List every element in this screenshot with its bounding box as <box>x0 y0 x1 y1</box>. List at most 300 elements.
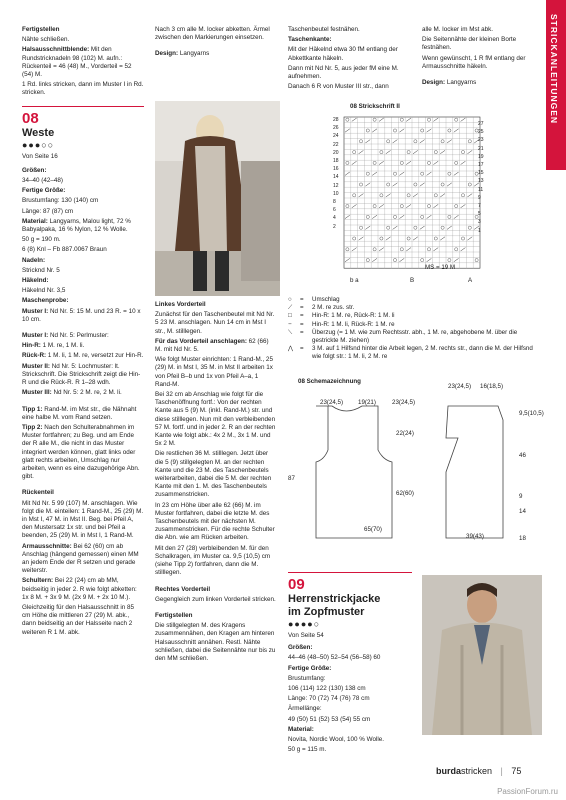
chart-symbol-yarnover <box>366 172 369 175</box>
paragraph-text: Nähte schließen. <box>22 36 70 44</box>
paragraph <box>155 356 277 389</box>
paragraph <box>22 26 144 34</box>
chart-symbol-k2tog <box>427 129 432 132</box>
section-08-title: Weste <box>22 126 55 139</box>
legend-text: Umschlag <box>312 296 340 303</box>
schema-front-r3: 9 <box>519 493 523 500</box>
chart-symbol-k2tog <box>406 204 411 207</box>
paragraph <box>22 342 144 350</box>
legend-symbol: □ <box>288 312 292 320</box>
chart-symbol-yarnover <box>455 118 458 121</box>
paragraph-text: Die stillgelegten M. des Kragens zusammennähen, den Kragen am hinteren Halsausschnitt annähen. Restl. Nähte schließen, dabei die Seitennähte nur bis zu den MM schließen. <box>155 622 276 662</box>
column-1 <box>22 26 144 639</box>
chart-symbol-k2tog <box>379 118 384 121</box>
schema-back-top3: 23(24,5) <box>392 399 416 406</box>
col1-main-text <box>22 167 144 637</box>
chart-symbol-k2tog <box>461 161 466 164</box>
section-09-title-2: im Zopfmuster <box>288 606 365 618</box>
paragraph-text: Bei 32 cm ab Anschlag wie folgt für die Taschenöffnung fortf.: Von der rechten Kante aus 5 (9) M. (inkl. Rand-M.) str. und diese stilllegen. Nun mit den verbleibenden 57 M. fortf. und in jeder 2. R an der rechten Kante wie folgt abk.: 4x 2 M., 3x 1 M. und 5x 2 M. <box>155 391 276 448</box>
chart-symbol-yarnover <box>373 118 376 121</box>
paragraph-heading: Tipp 2: <box>22 423 43 431</box>
legend-symbol: ⋀ <box>288 345 294 353</box>
chart-symbol-k2tog <box>386 150 391 153</box>
legend-equals: = <box>300 328 304 336</box>
chart-symbol-k2tog <box>467 150 472 153</box>
paragraph <box>22 167 144 175</box>
page-number: 75 <box>511 766 522 776</box>
paragraph-text: 49 (50) 51 (52) 53 (54) 55 cm <box>288 715 371 723</box>
knitting-chart <box>340 113 495 288</box>
paragraph <box>22 46 144 79</box>
chart-symbol-yarnover <box>387 140 390 143</box>
chart-symbol-k2tog <box>393 183 398 186</box>
chart-row-label: 26 <box>333 125 339 132</box>
schema-back-height: 87 <box>288 475 295 482</box>
chart-label-ba: b a <box>350 277 359 284</box>
paragraph <box>422 26 540 34</box>
chart-symbol-yarnover <box>421 259 424 262</box>
chart-symbol-yarnover <box>414 226 417 229</box>
chart-title: 08 Strickschrift II <box>350 103 400 110</box>
chart-symbol-k2tog <box>372 129 377 132</box>
paragraph-text: In 23 cm Höhe über alle 62 (66) M. im Muster fortfahren, dabei die letzte M. des Taschenbeutels mit der nächsten M. zusammenstricken. Für die rechte Schulter die Abn. wie am Rücken arbeiten. <box>155 501 275 542</box>
paragraph <box>22 424 144 481</box>
paragraph-text: Länge: 87 (87) cm <box>22 207 74 215</box>
paragraph-text: Ärmellänge: <box>288 705 322 713</box>
paragraph <box>22 489 144 497</box>
chart-symbol-yarnover <box>414 183 417 186</box>
paragraph-text: Nd Nr. 5: Lochmuster: lt. Strickschrift. Die Strickschrift zeigt die Hin-R und die Rück-R. R 1–28 wdh. <box>22 362 141 387</box>
from-page: Von Seite 16 <box>22 152 58 160</box>
paragraph-heading: Nadeln: <box>22 256 46 264</box>
paragraph <box>288 695 412 703</box>
chart-symbol-k2tog <box>399 258 404 261</box>
paragraph-heading: Hin-R: <box>22 342 41 350</box>
paragraph-text: Gegengleich zum linken Vorderteil stricken. <box>155 595 276 603</box>
paragraph-text: Zunächst für den Taschenbeutel mit Nd Nr. 5 23 M. anschlagen. Nun 14 cm in Mst I str., M. stilllegen. <box>155 311 275 335</box>
chart-symbol-k2tog <box>413 194 418 197</box>
chart-symbol-yarnover <box>400 248 403 251</box>
col4-top-text <box>422 26 540 87</box>
paragraph-text: 44–46 (48–50) 52–54 (56–58) 60 <box>288 654 381 662</box>
chart-symbol-yarnover <box>393 172 396 175</box>
paragraph-text: Die Seitennähte der kleinen Borte festnähen. <box>422 36 517 52</box>
chart-symbol-yarnover <box>353 237 356 240</box>
chart-symbol-k2tog <box>433 118 438 121</box>
chart-symbol-k2tog <box>454 172 459 175</box>
paragraph-text: 34–40 (42–48) <box>22 177 63 185</box>
chart-row-label: 19 <box>478 153 484 160</box>
section-divider-09 <box>288 572 412 573</box>
paragraph-heading: Material: <box>288 725 314 733</box>
paragraph <box>22 81 144 97</box>
chart-symbol-yarnover <box>427 161 430 164</box>
chart-symbol-yarnover <box>380 194 383 197</box>
chart-symbol-k2tog <box>352 204 357 207</box>
paragraph <box>288 665 412 673</box>
paragraph-heading: Fertigstellen <box>155 611 193 619</box>
paragraph <box>22 257 144 265</box>
chart-symbol-yarnover <box>393 259 396 262</box>
vest-photo-illustration <box>155 101 280 296</box>
paragraph <box>22 36 144 44</box>
schema-title: 08 Schemazeichnung <box>298 378 361 385</box>
chart-symbol-k2tog <box>420 226 425 229</box>
chart-row-label: 14 <box>333 174 339 181</box>
legend-row <box>288 312 538 320</box>
chart-symbol-yarnover <box>400 205 403 208</box>
chart-symbol-yarnover <box>455 248 458 251</box>
legend-row <box>288 321 538 329</box>
paragraph-heading: Design: <box>422 79 446 87</box>
from-page-09: Von Seite 54 <box>288 632 324 639</box>
chart-symbol-k2tog <box>379 161 384 164</box>
chart-label-B: B <box>410 277 415 284</box>
chart-symbol-yarnover <box>427 248 430 251</box>
chart-symbol-k2tog <box>365 140 370 143</box>
paragraph-text: Mit Nd Nr. 5 99 (107) M. anschlagen. Wie folgt die M. einteilen: 1 Rand-M., 25 (29) M. in Mst I, 47 M. in Mst II. Beg. bei Pfeil A, den Mustersatz 1x str. und bei Pfeil a beenden, 25 (29) M. in Mst I, 1 Rand-M. <box>22 499 144 540</box>
chart-symbol-yarnover <box>353 151 356 154</box>
schema-front-top1: 23(24,5) <box>448 383 472 390</box>
paragraph-heading: Rückenteil <box>22 489 54 497</box>
legend-text: 2 M. re zus. str. <box>312 304 355 312</box>
chart-symbol-yarnover <box>366 215 369 218</box>
chart-label-ms: MS = 19 M <box>425 264 456 271</box>
footer-brand: burda <box>436 766 462 776</box>
paragraph-heading: Fertige Größe: <box>288 664 332 672</box>
section-09-text <box>288 644 412 754</box>
chart-row-label: 5 <box>478 211 481 218</box>
vest-photo <box>155 101 280 296</box>
chart-symbol-k2tog <box>399 172 404 175</box>
cardigan-photo-illustration <box>422 575 542 735</box>
col3-top-text <box>288 26 412 91</box>
legend-equals: = <box>300 312 304 320</box>
legend-row <box>288 329 538 345</box>
chart-symbol-yarnover <box>461 194 464 197</box>
chart-symbol-k2tog <box>386 237 391 240</box>
chart-symbol-yarnover <box>400 161 403 164</box>
footer-brand-2: stricken <box>461 766 493 776</box>
paragraph <box>22 363 144 388</box>
paragraph-text: 106 (114) 122 (130) 138 cm <box>288 685 366 693</box>
paragraph <box>22 246 144 254</box>
chart-row-label: 21 <box>478 145 484 152</box>
chart-symbol-yarnover <box>448 129 451 132</box>
legend-equals: = <box>300 345 304 353</box>
chart-symbol-yarnover <box>380 151 383 154</box>
paragraph-text: Dann mit Nd Nr. 5, aus jeder fM eine M. aufnehmen. <box>288 64 399 81</box>
paragraph <box>22 389 144 397</box>
chart-symbol-k2tog <box>359 237 364 240</box>
paragraph-heading: Linkes Vorderteil <box>155 301 206 308</box>
paragraph <box>22 326 144 330</box>
paragraph-text: Mit der Häkelnd etwa 30 fM entlang der Abkettkante häkeln. <box>288 46 398 62</box>
chart-symbol-yarnover <box>468 183 471 186</box>
chart-symbol-k2tog <box>352 248 357 251</box>
legend-row <box>288 345 538 361</box>
chart-symbol-k2tog <box>406 118 411 121</box>
paragraph <box>288 675 412 683</box>
paragraph-heading: Größen: <box>22 166 47 174</box>
chart-symbol-yarnover <box>366 129 369 132</box>
col1-top-text <box>22 26 144 98</box>
paragraph <box>22 197 144 205</box>
chart-symbol-yarnover <box>359 183 362 186</box>
paragraph <box>288 83 412 91</box>
page-footer <box>436 766 521 776</box>
legend-text: Überzug (= 1 M. wie zum Rechtsstr. abh., 1 M. re, abgehobene M. über die gestrickte M. ziehen) <box>312 328 518 345</box>
paragraph-text: Brustumfang: <box>288 674 326 682</box>
paragraph <box>22 604 144 637</box>
paragraph <box>22 236 144 244</box>
chart-symbol-yarnover <box>461 237 464 240</box>
paragraph <box>155 50 277 58</box>
chart-symbol-yarnover <box>393 129 396 132</box>
chart-row-label: 12 <box>333 182 339 189</box>
section-08-number: 08 <box>22 109 39 127</box>
chart-symbol-k2tog <box>461 204 466 207</box>
schema-back-arm: 22(24) <box>396 430 414 437</box>
chart-symbol-k2tog <box>440 150 445 153</box>
paragraph <box>288 726 412 734</box>
paragraph-text: 1 M. re, 1 M. li. <box>40 342 85 350</box>
chart-symbol-yarnover <box>468 140 471 143</box>
chart-symbol-yarnover <box>434 194 437 197</box>
chart-symbol-k2tog <box>427 258 432 261</box>
section-divider <box>22 106 144 107</box>
chart-symbol-yarnover <box>434 237 437 240</box>
paragraph-heading: Fertigstellen <box>22 26 60 33</box>
schema-drawing <box>288 390 538 550</box>
paragraph <box>22 297 144 305</box>
chart-symbol-yarnover <box>373 161 376 164</box>
paragraph-text: Stricknd Nr. 5 <box>22 266 60 274</box>
chart-symbol-yarnover <box>441 183 444 186</box>
chart-symbol-yarnover <box>346 161 349 164</box>
paragraph <box>288 26 412 34</box>
footer-separator: | <box>500 766 503 776</box>
chart-row-label: 22 <box>333 141 339 148</box>
paragraph <box>155 26 277 42</box>
chart-symbol-yarnover <box>421 172 424 175</box>
paragraph <box>22 352 144 360</box>
chart-label-A: A <box>468 277 473 284</box>
chart-symbol-k2tog <box>386 194 391 197</box>
chart-symbol-yarnover <box>407 151 410 154</box>
chart-row-label: 27 <box>478 121 484 127</box>
paragraph <box>155 545 277 578</box>
chart-row-label: 3 <box>478 219 481 226</box>
chart-symbol-k2tog <box>393 226 398 229</box>
watermark: PassionForum.ru <box>497 787 558 796</box>
chart-symbol-yarnover <box>373 205 376 208</box>
chart-symbol-yarnover <box>400 118 403 121</box>
schema-back-top2: 19(21) <box>358 399 376 406</box>
paragraph-heading: Muster I: <box>22 332 49 340</box>
chart-symbol-k2tog <box>406 161 411 164</box>
chart-symbol-k2tog <box>365 226 370 229</box>
chart-symbol-yarnover <box>346 205 349 208</box>
paragraph-heading: Halsausschnittblende: <box>22 46 90 54</box>
paragraph <box>155 586 277 594</box>
schema-front-r1: 9,5(10,5) <box>519 410 544 417</box>
chart-symbol-yarnover <box>414 140 417 143</box>
chart-symbol-k2tog <box>440 237 445 240</box>
paragraph-text: 50 g = 190 m. <box>22 236 61 244</box>
chart-row-label: 15 <box>478 170 484 177</box>
chart-symbol-k2tog <box>393 140 398 143</box>
paragraph-heading: Tipp 1: <box>22 405 43 413</box>
paragraph <box>22 308 144 324</box>
chart-symbol-yarnover <box>455 161 458 164</box>
chart-symbol-k2tog <box>427 172 432 175</box>
chart-symbol-k2tog <box>433 248 438 251</box>
difficulty-dots-09: ●●●●○ <box>288 619 321 629</box>
legend-text: 3 M. auf 1 Hilfsnd hinter die Arbeit legen, 2 M. rechts str., dann die M. der Hilfsnd wie folgt str.: 1 M. li, 2 M. re <box>312 345 533 361</box>
paragraph <box>288 746 412 754</box>
chart-symbol-k2tog <box>345 215 350 218</box>
paragraph-text: Gleichzeitig für den Halsausschnitt in 85 cm Höhe die mittleren 27 (29) M. abk., dann beidseitig an der Halsseite nach 2 weiteren R 1 M. abk. <box>22 603 135 636</box>
paragraph <box>155 450 277 499</box>
chart-row-label: 23 <box>478 137 484 144</box>
paragraph-text: Langyarns <box>445 79 477 87</box>
chart-symbol-yarnover <box>448 259 451 262</box>
chart-row-label: 4 <box>333 215 336 222</box>
chart-symbol-yarnover <box>407 194 410 197</box>
paragraph-text: Häkelnd Nr. 3,5 <box>22 287 66 295</box>
paragraph <box>422 79 540 87</box>
paragraph-text: Langyarns, Malou light, 72 % Babyalpaka, 16 % Nylon, 12 % Wolle. <box>22 217 131 234</box>
paragraph-text: alle M. locker im Mst abk. <box>422 26 494 33</box>
column-2 <box>155 26 277 61</box>
paragraph <box>155 338 277 354</box>
paragraph-text: Danach 6 R von Muster III str., dann <box>288 83 389 91</box>
chart-symbol-k2tog <box>399 129 404 132</box>
chart-symbol-yarnover <box>475 259 478 262</box>
column-3-top <box>288 26 412 93</box>
section-tab <box>546 0 566 170</box>
paragraph-heading: Größen: <box>288 644 313 652</box>
section-tab-label: STRICKANLEITUNGEN <box>549 14 559 125</box>
paragraph <box>22 208 144 216</box>
paragraph <box>288 736 412 744</box>
paragraph <box>155 311 277 336</box>
paragraph-text: 1 Rd. links stricken, dann im Muster I in Rd. stricken. <box>22 81 144 97</box>
chart-symbol-k2tog <box>372 172 377 175</box>
legend-symbol: ○ <box>288 296 292 303</box>
legend-row <box>288 304 538 312</box>
paragraph-text: Die restlichen 36 M. stilllegen. Jetzt über die 5 (9) stillgelegten M. an der rechten Kante und die 23 M. des Taschenbeutels weiterarbeiten, dabei die 5 M. der rechten Kante mit den 1. M. des Taschenbeutels zusammenstricken. <box>155 450 272 499</box>
schema-front-bottom: 39(43) <box>466 533 484 540</box>
chart-symbol-k2tog <box>345 129 350 132</box>
section-09 <box>288 570 412 756</box>
paragraph <box>22 277 144 285</box>
paragraph-text: Mit den 27 (28) verbleibenden M. für den Schalkragen, im Muster ca. 9,5 (10,5) cm (siehe Tipp 2) fortfahren, dann die M. stilllegen. <box>155 544 271 577</box>
chart-symbol-yarnover <box>373 248 376 251</box>
chart-symbol-yarnover <box>387 183 390 186</box>
paragraph-text: Wie folgt Muster einrichten: 1 Rand-M., 25 (29) M. in Mst I, 35 M. in Mst II arbeiten 1x von Pfeil B–b und 1x von Pfeil A–a, 1 Rand-M. <box>155 356 273 388</box>
col2-main-text <box>155 301 277 663</box>
paragraph-text: 6 (8) Knl – Fb 887.0067 Braun <box>22 246 107 254</box>
chart-symbol-yarnover <box>421 215 424 218</box>
chart-symbol-k2tog <box>447 140 452 143</box>
chart-symbol-k2tog <box>345 258 350 261</box>
chart-row-label: 24 <box>333 133 339 140</box>
chart-symbol-yarnover <box>448 172 451 175</box>
paragraph-text: Brustumfang: 130 (140) cm <box>22 197 99 205</box>
chart-row-labels-left <box>333 116 339 231</box>
column-4-top <box>422 26 540 89</box>
chart-symbol-yarnover <box>421 129 424 132</box>
chart-symbol-k2tog <box>413 237 418 240</box>
paragraph <box>22 187 144 195</box>
chart-symbol-k2tog <box>413 150 418 153</box>
section-09-number: 09 <box>288 576 305 593</box>
chart-row-label: 13 <box>478 178 484 185</box>
chart-symbol-yarnover <box>387 226 390 229</box>
schema-front-r2: 46 <box>519 452 526 459</box>
chart-symbol-k2tog <box>447 226 452 229</box>
paragraph-text: Nach 3 cm alle M. locker abketten. Ärmel zwischen den Markierungen einsetzen. <box>155 26 270 42</box>
paragraph-text: Bei 22 (24) cm ab MM, beidseitig in jeder 2. R wie folgt abketten: 1x 8 M. + 3x 9 M. (2x 9 M. + 2x 10 M.). <box>22 577 137 601</box>
paragraph-text: 1 M. li, 1 M. re, versetzt zur Hin-R. <box>46 352 144 360</box>
chart-symbol-yarnover <box>448 215 451 218</box>
chart-row-label: 10 <box>333 190 339 197</box>
paragraph <box>155 606 277 610</box>
paragraph <box>22 177 144 185</box>
chart-symbol-k2tog <box>461 118 466 121</box>
paragraph-heading: Häkelnd: <box>22 277 49 285</box>
paragraph-heading: Schultern: <box>22 577 54 585</box>
chart-symbol-yarnover <box>380 237 383 240</box>
chart-symbol-yarnover <box>359 226 362 229</box>
paragraph <box>422 36 540 52</box>
chart-row-label: 16 <box>333 166 339 173</box>
schema-back-top1: 23(24,5) <box>320 399 344 406</box>
chart-symbol-yarnover <box>427 118 430 121</box>
schema-back-lower: 62(60) <box>396 490 414 497</box>
chart-legend <box>288 296 538 362</box>
paragraph <box>422 55 540 71</box>
chart-row-labels-right <box>478 120 484 235</box>
chart-symbol-yarnover <box>393 215 396 218</box>
paragraph <box>22 406 144 422</box>
chart-symbol-yarnover <box>455 205 458 208</box>
paragraph <box>288 685 412 693</box>
chart-row-label: 9 <box>478 194 481 201</box>
chart-symbol-yarnover <box>468 226 471 229</box>
paragraph <box>155 502 277 543</box>
chart-symbol-yarnover <box>359 140 362 143</box>
chart-symbol-k2tog <box>365 183 370 186</box>
legend-equals: = <box>300 320 304 328</box>
chart-symbol-k2tog <box>440 194 445 197</box>
chart-symbol-k2tog <box>467 194 472 197</box>
chart-symbol-k2tog <box>372 215 377 218</box>
paragraph-heading: Für das Vorderteil anschlagen: <box>155 337 247 345</box>
chart-symbol-k2tog <box>447 183 452 186</box>
legend-symbol: ⟋ <box>288 304 293 312</box>
chart-symbol-k2tog <box>379 248 384 251</box>
paragraph <box>22 543 144 576</box>
paragraph <box>288 654 412 662</box>
chart-symbol-yarnover <box>434 151 437 154</box>
paragraph <box>155 580 277 584</box>
legend-text: Hin-R: 1 M. li, Rück-R: 1 M. re <box>312 320 395 328</box>
paragraph-heading: Design: <box>155 50 179 58</box>
chart-symbol-k2tog <box>420 183 425 186</box>
